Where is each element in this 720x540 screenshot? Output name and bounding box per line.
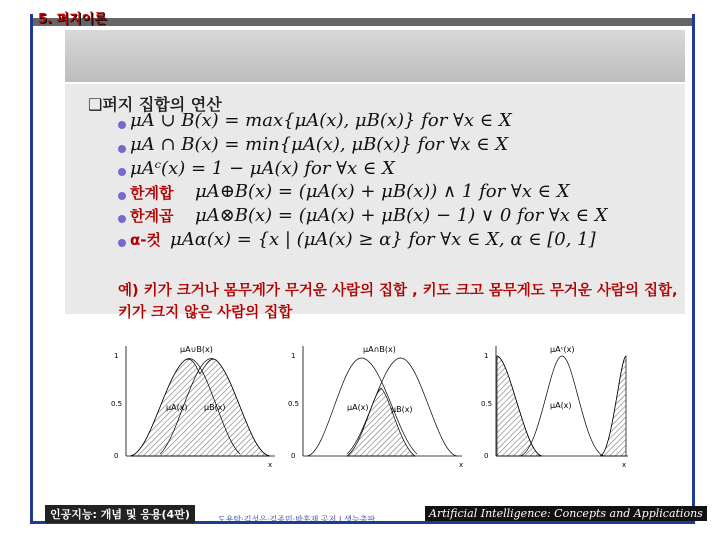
formula-intersection: μA ∩ B(x) = min{μA(x), μB(x)} for ∀x ∈ X [130, 134, 509, 155]
x-axis-label: x [268, 461, 273, 468]
bullet-icon [118, 121, 126, 129]
mu-b-label: μB(x) [204, 403, 226, 412]
y-tick-1: 1 [484, 352, 489, 360]
mu-a-label: μA(x) [550, 401, 572, 410]
mu-b-label: μB(x) [391, 405, 413, 414]
formula-complement: μAᶜ(x) = 1 − μA(x) for ∀x ∈ X [130, 158, 395, 179]
bullet-icon [118, 168, 126, 176]
section-title: ❑퍼지 집합의 연산 [88, 95, 222, 114]
y-tick-05: 0.5 [288, 400, 300, 408]
y-tick-0: 0 [114, 452, 119, 460]
slide-title: 5. 퍼지이론 [38, 12, 107, 27]
bounded-sum-label: 한계합 [130, 184, 174, 202]
complement-chart [480, 336, 632, 468]
bullet-icon [118, 192, 126, 200]
intersection-chart [287, 336, 469, 468]
formula-alpha-cut: μAα(x) = {x | (μA(x) ≥ α} for ∀x ∈ X, α ∈ [0, 1] [170, 229, 596, 250]
y-tick-1: 1 [114, 352, 119, 360]
y-tick-05: 0.5 [111, 400, 123, 408]
intersection-label: μA∩B(x) [363, 345, 396, 354]
union-area [130, 359, 270, 456]
intersection-area [347, 388, 415, 456]
bullet-icon [118, 239, 126, 247]
alpha-cut-label: α-컷 [130, 231, 162, 249]
x-axis-label: x [459, 461, 464, 468]
footer-book-title: 인공지능: 개념 및 응용(4판) [45, 505, 195, 523]
mu-a-label: μA(x) [166, 403, 188, 412]
formula-bounded-sum: μA⊕B(x) = (μA(x) + μB(x)) ∧ 1 for ∀x ∈ X [195, 181, 570, 202]
mu-a-label: μA(x) [347, 403, 369, 412]
y-tick-05: 0.5 [481, 400, 493, 408]
union-chart [110, 336, 282, 468]
example-text: 예) 키가 크거나 몸무게가 무거운 사람의 집합 , 키도 크고 몸무게도 무거운 사람의 집합, 키가 크지 않은 사람의 집합 [118, 283, 678, 321]
complement-area-right [600, 356, 626, 456]
bounded-product-label: 한계곱 [130, 207, 174, 225]
formula-bounded-product: μA⊗B(x) = (μA(x) + μB(x) − 1) ∨ 0 for ∀x ∈ X [195, 205, 608, 226]
footer-authors: 도용탁·김성은·김종민·박홍재 공저 | 생능출판 [218, 515, 376, 524]
complement-area-left [497, 356, 542, 456]
complement-label: μAᶜ(x) [550, 345, 575, 354]
formula-union: μA ∪ B(x) = max{μA(x), μB(x)} for ∀x ∈ X [130, 110, 512, 131]
title-band [65, 30, 685, 82]
y-tick-1: 1 [291, 352, 296, 360]
y-tick-0: 0 [484, 452, 489, 460]
union-label: μA∪B(x) [180, 345, 213, 354]
bullet-icon [118, 215, 126, 223]
x-axis-label: x [622, 461, 627, 468]
footer-english-title: Artificial Intelligence: Concepts and Applications [425, 506, 707, 521]
y-tick-0: 0 [291, 452, 296, 460]
bullet-icon [118, 145, 126, 153]
